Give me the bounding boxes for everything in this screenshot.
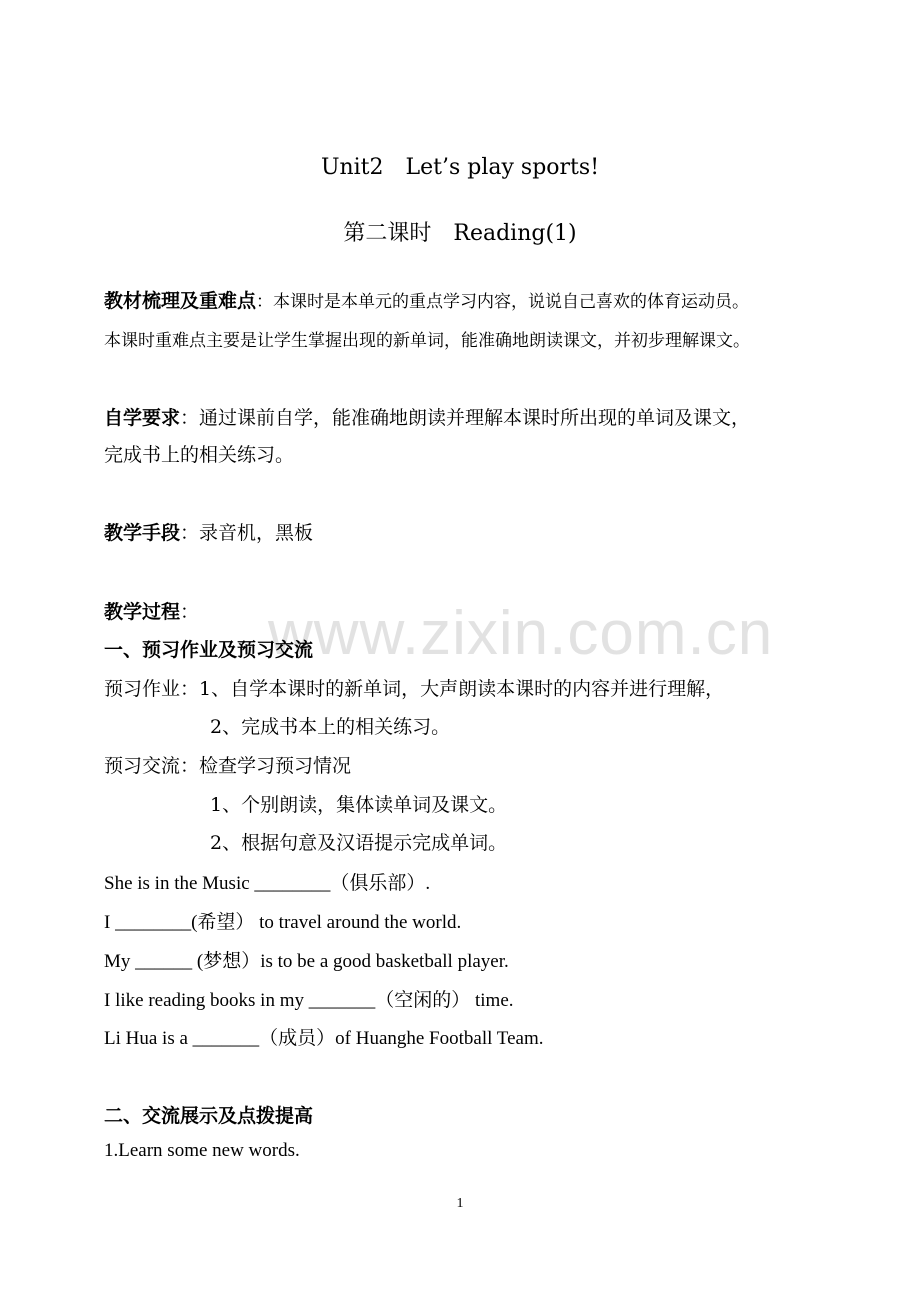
exchange-text: 检查学习预习情况 [199,755,352,777]
means-text: 录音机，黑板 [199,522,314,544]
exchange-line [104,751,351,778]
self-study-text1: 通过课前自学，能准确地朗读并理解本课时所出现的单词及课文， [199,407,751,429]
homework-label: 预习作业： [104,678,200,700]
exchange-item1: 1、个别朗读，集体读单词及课文。 [210,794,508,816]
exchange-label: 预习交流： [104,755,200,777]
materials-line1 [104,286,749,313]
part2-heading: 二、交流展示及点拨提高 [104,1105,314,1127]
exercise-line: My ______ (梦想）is to be a good basketball player. [104,951,509,972]
means-label: 教学手段 [104,522,181,544]
exercise-line: I ________(希望） to travel around the world. [104,912,462,933]
part2-item1: 1.Learn some new words. [104,1140,300,1161]
materials-sep: ： [256,292,274,312]
homework-item2: 2、完成书本上的相关练习。 [210,716,451,738]
exercise-line: She is in the Music ________（俱乐部）. [104,873,431,894]
means-sep: ： [180,522,200,544]
watermark: www.zixin.com.cn [268,599,774,668]
materials-text1: 本课时是本单元的重点学习内容，说说自己喜欢的体育运动员。 [273,292,750,312]
part1-heading: 一、预习作业及预习交流 [104,639,314,661]
exchange-item2: 2、根据句意及汉语提示完成单词。 [210,832,508,854]
page-title: Unit2 Let’s play sports! [320,155,600,180]
process-sep: ： [180,601,200,623]
self-study-line2: 完成书上的相关练习。 [104,444,295,466]
page-subtitle: 第二课时 Reading(1) [343,221,577,246]
page-number: 1 [456,1196,464,1211]
self-study-line1 [104,403,750,430]
homework-item1: 1、自学本课时的新单词，大声朗读本课时的内容并进行理解， [199,678,725,700]
homework-line1 [104,674,724,701]
means-line [104,518,313,545]
materials-label: 教材梳理及重难点 [104,290,257,312]
self-study-label: 自学要求 [104,407,181,429]
process-label: 教学过程 [104,601,181,623]
process-line [104,597,199,624]
exercise-line: Li Hua is a _______（成员）of Huanghe Football Team. [104,1028,544,1049]
exercise-line: I like reading books in my _______（空闲的） time. [104,990,514,1011]
materials-line2: 本课时重难点主要是让学生掌握出现的新单词，能准确地朗读课文，并初步理解课文。 [104,331,750,351]
self-study-sep: ： [180,407,200,429]
